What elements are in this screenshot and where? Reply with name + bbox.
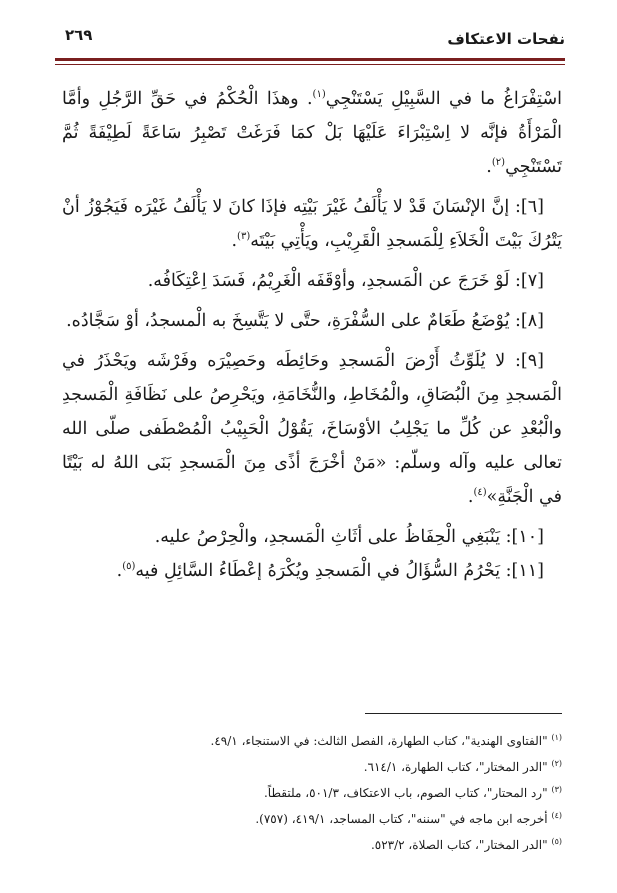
paragraph-item-8: [٨]: يُوْضَعُ طَعَامٌ على السُّفْرَةِ، حتَّى لا يَتَّسِخَ به الْمسجدُ، أوْ سَجَّادُه. [66,311,544,331]
footnote-item [140,780,562,806]
footnote-ref: (٢) [491,157,506,169]
footnote-text: أخرجه ابن ماجه في "سننه"، كتاب المساجد، ٤١٩/١، (٧٥٧). [255,812,548,826]
page-number: ٢٦٩ [65,26,93,44]
footnote-ref: (٤) [473,487,487,499]
footnote-ref: (٣) [237,231,251,243]
paragraph-text: اسْتِفْرَاغُ ما في السَّبِيْلِ يَسْتَنْجِي [325,89,562,109]
header-rule-thick [55,58,565,61]
footnote-separator [365,713,562,714]
paragraph-item-7: [٧]: لَوْ خَرَجَ عن الْمَسجدِ، وأوْقَفَه الْغَرِيْمُ، فَسَدَ اِعْتِكَافُه. [147,271,544,291]
footnote-text: "رد المحتار"، كتاب الصوم، باب الاعتكاف، ٥٠١/٣، ملتقطاً. [263,786,548,800]
footnote-item [140,806,562,832]
paragraph-text: . وهذَا الْحُكْمُ في حَقِّ الرَّجُلِ وأمَّا الْمَرْأَةُ فإنَّه لا اِسْتِبْرَاءَ عَلَيْهَا بَلْ كمَا فَرَغَتْ تَصْبِرُ سَاعَةً لَطِيْفَةً ثُمَّ تَسْتَنْجِي [62,89,562,177]
header-rule-thin [55,64,565,65]
running-header [55,24,565,56]
footnote-ref: (٥) [122,561,136,573]
footnote-number: (٣) [551,785,562,794]
footnote-item [140,728,562,754]
footnote-text: "الفتاوى الهندية"، كتاب الطهارة، الفصل الثالث: في الاستنجاء، ٤٩/١. [210,734,548,748]
footnote-text: "الدر المختار"، كتاب الطهارة، ٦١٤/١. [363,760,548,774]
period: . [231,231,238,251]
paragraph-text: [١١]: يَحْرُمُ السُّؤَالُ في الْمَسجدِ ويُكْرَهُ إعْطَاءُ السَّائِلِ فيه [135,561,544,581]
paragraph-text: [٦]: إنَّ الإنْسَانَ قَدْ لا يَأْلَفُ غَيْرَ بَيْتِه فإذَا كانَ لا يَأْلَفُ غَيْرَه فَيَجُوْزُ أنْ يَتْرُكَ بَيْتَ الْخَلاَءِ لِلْمَسجدِ الْقَرِيْبِ، ويَأْتِي بَيْتَه [62,197,562,251]
book-title: نفحات الاعتكاف [447,30,565,48]
paragraph-item-6 [62,190,562,258]
period: . [486,157,492,177]
paragraph-item-11 [62,554,562,588]
footnote-number: (٢) [551,759,562,768]
main-text [62,82,562,588]
footnote-number: (٥) [551,837,562,846]
period: . [116,561,123,581]
paragraph-1 [62,82,562,184]
footnote-number: (١) [551,733,562,742]
footnote-item [140,832,562,858]
footnote-ref: (١) [312,89,326,101]
footnote-number: (٤) [551,811,562,820]
period: . [467,487,474,507]
footnote-text: "الدر المختار"، كتاب الصلاة، ٥٢٣/٢. [370,838,548,852]
paragraph-item-9 [62,344,562,514]
footnote-item [140,754,562,780]
footnotes [140,728,562,858]
paragraph-text: [٩]: لا يُلَوِّثُ أَرْضَ الْمَسجدِ وحَائِطَه وحَصِيْرَه وفَرْشَه ويَحْذَرُ في الْمَسجدِ مِنَ الْبُصَاقِ، والْمُخَاطِ، والنُّخَامَةِ، ويَحْرِصُ على نَظَافَةِ الْمَسجدِ والْبُعْدِ عن كُلِّ ما يَجْلِبُ الأوْسَاخَ، يَقُوْلُ الْحَبِيْبُ الْمُصْطَفى صلّى الله تعالى عليه وآله وسلّم: «مَنْ أخْرَجَ أذًى مِنَ الْمَسجدِ بَنَى اللهُ له بَيْتًا في الْجَنَّةِ» [62,351,562,507]
paragraph-item-10: [١٠]: يَنْبَغِي الْحِفَاظُ على أثَاثِ الْمَسجدِ، والْحِرْصُ عليه. [154,527,544,547]
